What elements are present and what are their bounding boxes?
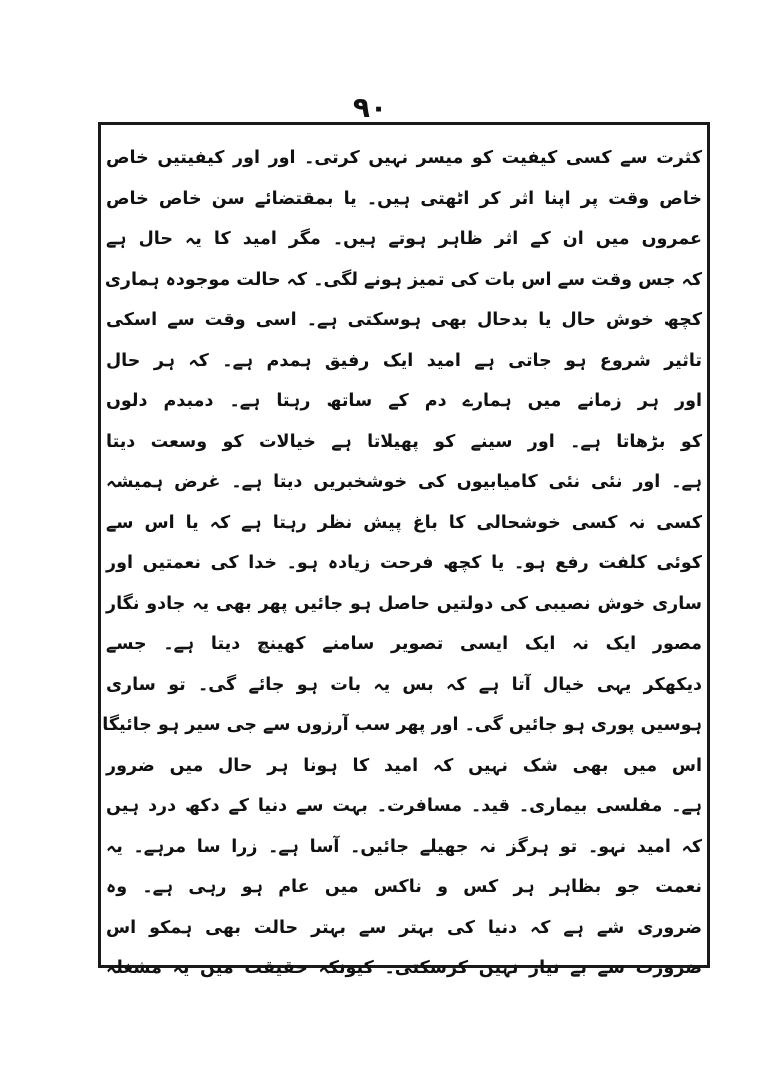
text-line: ضروری شے ہے کہ دنیا کی بہتر سے بہتر حالت بھی ہمکو اس — [106, 917, 702, 938]
text-line: دیکھکر یہی خیال آتا ہے کہ بس یہ بات ہو جائے گی۔ تو ساری — [106, 674, 702, 695]
text-body — [102, 138, 704, 978]
text-line: اور ہر زمانے میں ہمارے دم کے ساتھ رہتا ہے۔ دمبدم دلوں — [106, 391, 702, 411]
text-line: کو بڑھاتا ہے۔ اور سینے کو پھیلاتا ہے خیالات کو وسعت دیتا — [106, 431, 702, 452]
text-line: کہ جس وقت سے اس بات کی تمیز ہونے لگی۔ کہ حالت موجودہ ہماری — [104, 269, 702, 290]
text-line: مصور ایک نہ ایک ایسی تصویر سامنے کھینچ دیتا ہے۔ جسے — [106, 634, 702, 654]
text-line: ساری خوش نصیبی کی دولتیں حاصل ہو جائیں پھر بھی یہ جادو نگار — [106, 593, 702, 614]
text-line: کثرت سے کسی کیفیت کو میسر نہیں کرتی۔ اور اور کیفیتیں خاص — [106, 148, 702, 168]
text-line: نعمت جو بظاہر ہر کس و ناکس میں عام ہو رہی ہے۔ وہ — [106, 877, 702, 897]
text-line: ہے۔ اور نئی نئی کامیابیوں کی خوشخبریں دیتا ہے۔ غرض ہمیشہ — [106, 472, 702, 492]
text-line: تاثیر شروع ہو جاتی ہے امید ایک رفیق ہمدم ہے۔ کہ ہر حال — [106, 350, 702, 371]
text-line: کچھ خوش حال یا بدحال بھی ہوسکتی ہے۔ اسی وقت سے اسکی — [106, 310, 702, 330]
text-line: ضرورت سے بے نیاز نہیں کرسکتی۔ کیونکہ حقیقت میں یہ مشغلہ — [106, 958, 702, 978]
text-line: کوئی کلفت رفع ہو۔ یا کچھ فرحت زیادہ ہو۔ خدا کی نعمتیں اور — [106, 553, 702, 573]
text-line: اس میں بھی شک نہیں کہ امید کا ہونا ہر حال میں ضرور — [106, 755, 702, 776]
page-number: ۹۰ — [352, 91, 388, 124]
text-line: ہے۔ مفلسی بیماری۔ قید۔ مسافرت۔ بہت سے دنیا کے دکھ درد ہیں — [106, 796, 702, 816]
text-line: خاص وقت پر اپنا اثر کر اٹھتی ہیں۔ یا بمقتضائے سن خاص خاص — [106, 188, 702, 209]
text-line: عمروں میں ان کے اثر ظاہر ہوتے ہیں۔ مگر امید کا یہ حال ہے — [106, 229, 702, 249]
text-line: کسی نہ کسی خوشحالی کا باغ پیش نظر رہتا ہے کہ یا اس سے — [106, 512, 702, 533]
text-line: کہ امید نہو۔ تو ہرگز نہ جھیلے جائیں۔ آسا ہے۔ زرا سا مرہے۔ یہ — [106, 836, 702, 857]
text-line: ہوسیں پوری ہو جائیں گی۔ اور پھر سب آرزوں سے جی سیر ہو جائیگا — [102, 715, 702, 735]
